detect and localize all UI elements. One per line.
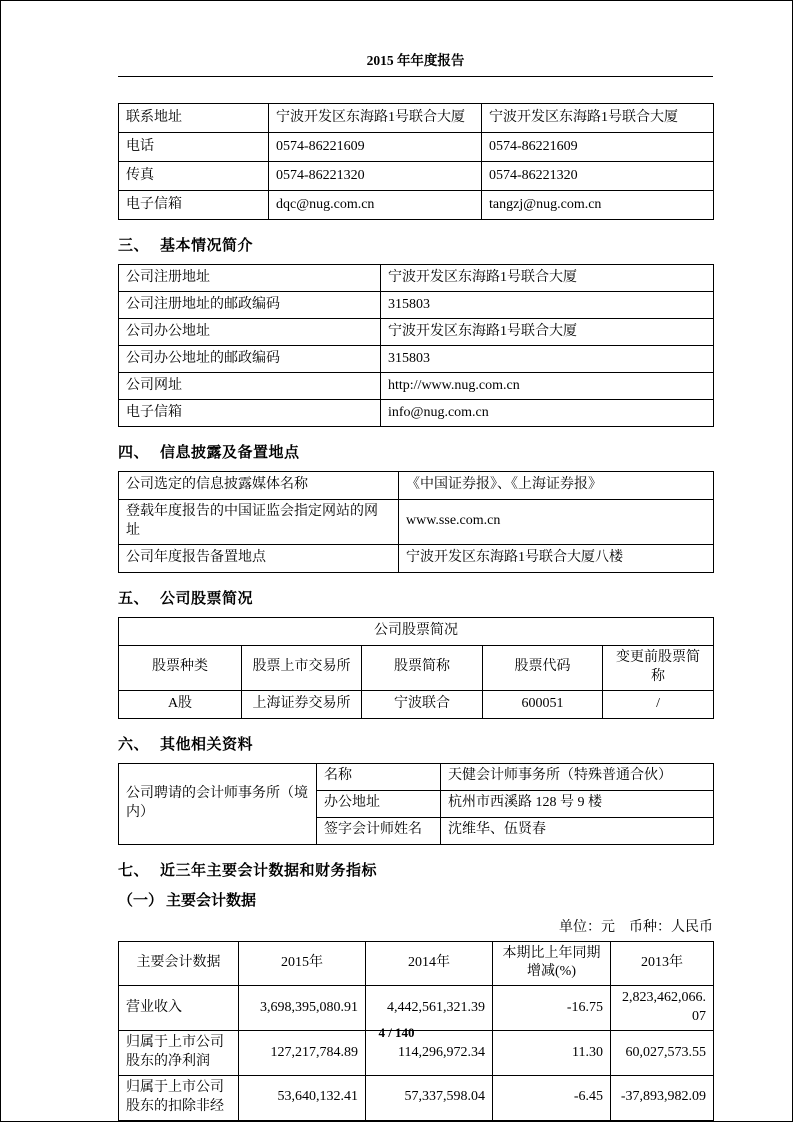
table-row [119, 544, 714, 572]
accounting-firm-table [118, 763, 714, 845]
cell-value: / [603, 690, 714, 718]
row-label: 名称 [317, 763, 441, 790]
cell-value: 天健会计师事务所（特殊普通合伙） [441, 763, 714, 790]
unit-note [118, 916, 713, 936]
column-header: 股票上市交易所 [242, 645, 362, 690]
cell-value: A股 [119, 690, 242, 718]
heading-number: 七、 [118, 862, 150, 879]
table-row [119, 400, 714, 427]
cell-value: 53,640,132.41 [239, 1075, 366, 1120]
cell-value: 127,217,784.89 [239, 1031, 366, 1076]
cell-value: 60,027,573.55 [611, 1031, 714, 1076]
row-label: 办公地址 [317, 790, 441, 817]
row-label: 电子信箱 [119, 191, 269, 220]
row-label: 公司选定的信息披露媒体名称 [119, 472, 399, 500]
heading-text: 基本情况简介 [160, 238, 254, 254]
cell-value: 0574-86221609 [269, 133, 482, 162]
heading-text: 信息披露及备置地点 [160, 445, 300, 461]
row-label: 归属于上市公司股东的扣除非经 [119, 1075, 239, 1120]
cell-value: 宁波开发区东海路1号联合大厦 [381, 265, 714, 292]
row-label: 公司办公地址的邮政编码 [119, 346, 381, 373]
column-header: 2015年 [239, 941, 366, 986]
heading-number: 四、 [118, 445, 150, 461]
cell-value: 0574-86221320 [482, 162, 714, 191]
contact-info-table [118, 103, 714, 220]
table-row [119, 986, 714, 1031]
table-row [119, 319, 714, 346]
table-row [119, 690, 714, 718]
row-label: 签字会计师姓名 [317, 817, 441, 844]
section-heading-stock [118, 587, 713, 608]
row-label: 登载年度报告的中国证监会指定网站的网址 [119, 500, 399, 545]
cell-value: www.sse.com.cn [399, 500, 714, 545]
section-heading-other-info [118, 733, 713, 754]
section-heading-basic-info [118, 234, 713, 255]
heading-number: 三、 [118, 238, 150, 254]
cell-value: 114,296,972.34 [366, 1031, 493, 1076]
table-row [119, 162, 714, 191]
table-row [119, 472, 714, 500]
heading-text: 其他相关资料 [160, 736, 254, 753]
row-label: 电话 [119, 133, 269, 162]
row-label: 联系地址 [119, 104, 269, 133]
cell-value: 宁波开发区东海路1号联合大厦 [381, 319, 714, 346]
section-heading-disclosure [118, 441, 713, 462]
row-label: 公司注册地址的邮政编码 [119, 292, 381, 319]
table-row [119, 1075, 714, 1120]
stock-summary-table [118, 617, 714, 719]
row-label: 归属于上市公司股东的净利润 [119, 1031, 239, 1076]
table-row [119, 191, 714, 220]
cell-value: -16.75 [493, 986, 611, 1031]
heading-number: （一） [118, 892, 164, 909]
group-label: 公司聘请的会计师事务所（境内） [119, 763, 317, 844]
cell-value: http://www.nug.com.cn [381, 373, 714, 400]
section-heading-financial [118, 859, 713, 880]
row-label: 电子信箱 [119, 400, 381, 427]
row-label: 公司年度报告备置地点 [119, 544, 399, 572]
row-label: 传真 [119, 162, 269, 191]
cell-value: 上海证券交易所 [242, 690, 362, 718]
table-header-row [119, 941, 714, 986]
column-header: 变更前股票简称 [603, 645, 714, 690]
heading-text: 近三年主要会计数据和财务指标 [160, 862, 378, 879]
table-row [119, 104, 714, 133]
cell-value: 沈维华、伍贤春 [441, 817, 714, 844]
heading-number: 六、 [118, 736, 150, 753]
cell-value: 600051 [483, 690, 603, 718]
subsection-heading-key-data [118, 889, 713, 910]
cell-value: 315803 [381, 346, 714, 373]
column-header: 股票种类 [119, 645, 242, 690]
column-header: 本期比上年同期增减(%) [493, 941, 611, 986]
currency-label: 币种：人民币 [629, 919, 713, 935]
cell-value: 《中国证券报》、《上海证券报》 [399, 472, 714, 500]
cell-value: 宁波开发区东海路1号联合大厦 [269, 104, 482, 133]
column-header: 股票简称 [362, 645, 483, 690]
cell-value: info@nug.com.cn [381, 400, 714, 427]
disclosure-table [118, 471, 714, 573]
report-title: 2015 年年度报告 [366, 53, 465, 68]
column-header: 股票代码 [483, 645, 603, 690]
cell-value: 315803 [381, 292, 714, 319]
cell-value: 2,823,462,066.07 [611, 986, 714, 1031]
row-label: 公司网址 [119, 373, 381, 400]
cell-value: dqc@nug.com.cn [269, 191, 482, 220]
cell-value: 宁波开发区东海路1号联合大厦八楼 [399, 544, 714, 572]
table-row [119, 265, 714, 292]
basic-info-table [118, 264, 714, 427]
table-row [119, 133, 714, 162]
table-header-row [119, 645, 714, 690]
cell-value: -6.45 [493, 1075, 611, 1120]
table-row [119, 617, 714, 645]
page-number: 4 / 140 [378, 1025, 415, 1040]
table-row [119, 500, 714, 545]
cell-value: 0574-86221609 [482, 133, 714, 162]
unit-label: 单位：元 [559, 919, 615, 935]
cell-value: 3,698,395,080.91 [239, 986, 366, 1031]
row-label: 营业收入 [119, 986, 239, 1031]
table-row [119, 292, 714, 319]
cell-value: tangzj@nug.com.cn [482, 191, 714, 220]
cell-value: 4,442,561,321.39 [366, 986, 493, 1031]
cell-value: 宁波开发区东海路1号联合大厦 [482, 104, 714, 133]
column-header: 2014年 [366, 941, 493, 986]
cell-value: -37,893,982.09 [611, 1075, 714, 1120]
table-row [119, 346, 714, 373]
cell-value: 宁波联合 [362, 690, 483, 718]
heading-number: 五、 [118, 590, 150, 607]
column-header: 主要会计数据 [119, 941, 239, 986]
table-title: 公司股票简况 [119, 617, 714, 645]
page-content [118, 75, 713, 1121]
document-header [118, 49, 713, 77]
table-row [119, 373, 714, 400]
column-header: 2013年 [611, 941, 714, 986]
row-label: 公司注册地址 [119, 265, 381, 292]
row-label: 公司办公地址 [119, 319, 381, 346]
cell-value: 57,337,598.04 [366, 1075, 493, 1120]
table-row [119, 763, 714, 790]
cell-value: 杭州市西溪路 128 号 9 楼 [441, 790, 714, 817]
heading-text: 公司股票简况 [160, 590, 254, 607]
cell-value: 11.30 [493, 1031, 611, 1076]
cell-value: 0574-86221320 [269, 162, 482, 191]
heading-text: 主要会计数据 [166, 892, 257, 909]
